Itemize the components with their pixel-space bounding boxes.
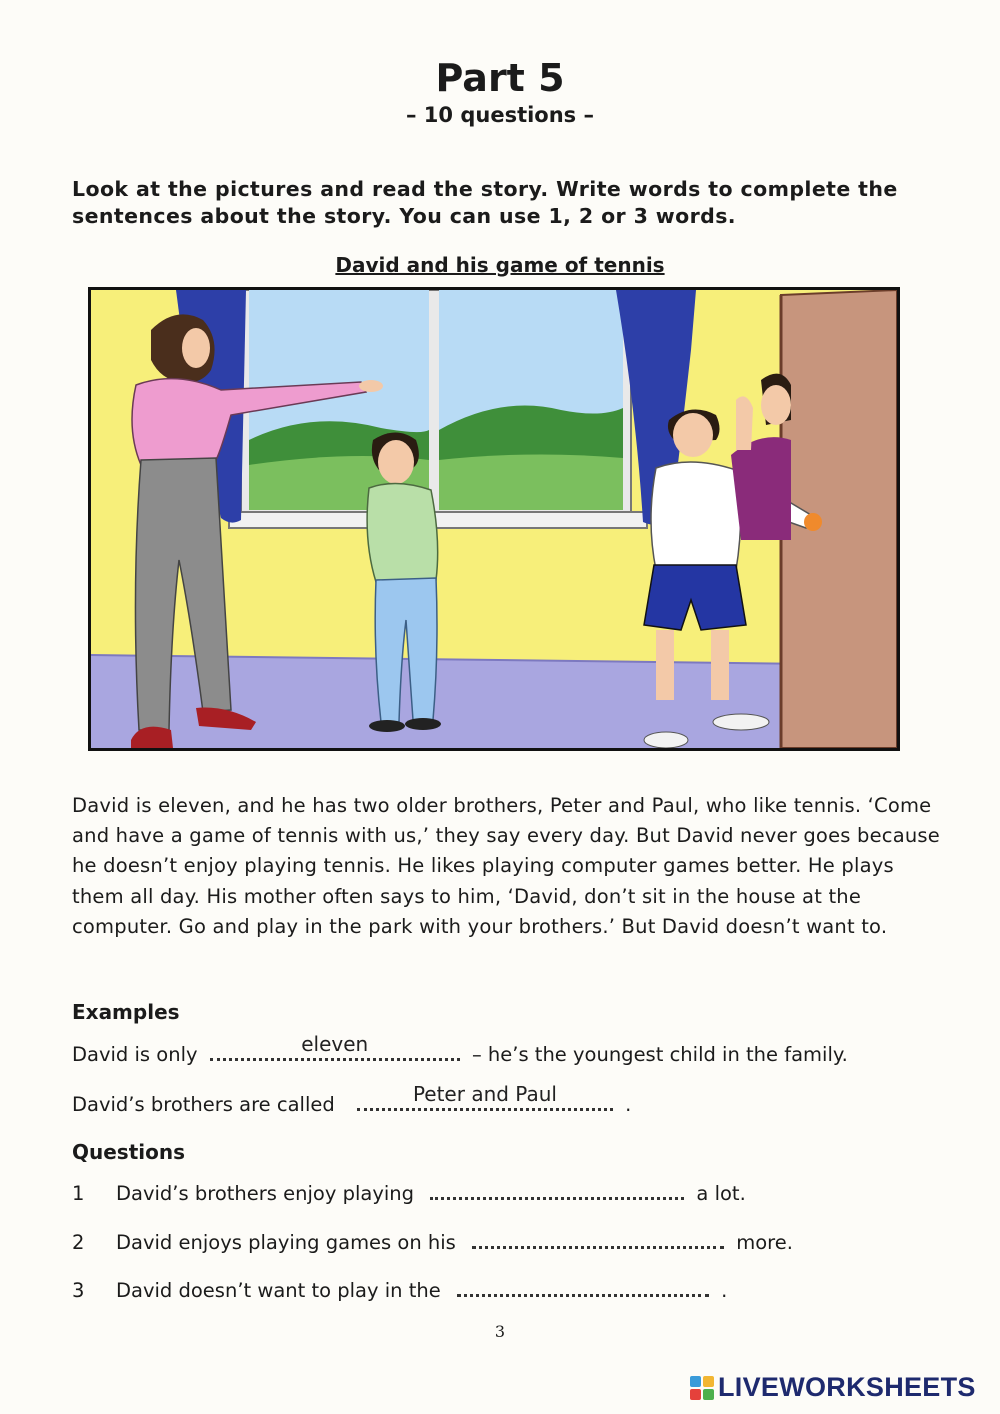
story-title: David and his game of tennis [335,253,665,277]
example-2-ending: . [625,1093,632,1116]
example-1-answer: eleven [301,1032,369,1056]
liveworksheets-logo-icon [690,1376,714,1400]
example-1-blank [210,1032,460,1061]
story-text: David is eleven, and he has two older brothers, Peter and Paul, who like tennis. ‘Come and have a game of tennis with us,’ they say every day. But David never goes because he doesn’t enjoy playing tennis. He likes playing computer games better. He plays them all day. His mother often says to him, ‘David, don’t sit in the house at the computer. Go and play in the park with your brothers.’ But David doesn’t want to. [72,794,940,938]
liveworksheets-logo-text: LIVEWORKSHEETS [718,1372,976,1402]
question-2-prompt: David enjoys playing games on his [116,1231,456,1254]
question-3-blank [457,1274,709,1297]
question-2-number: 2 [72,1231,85,1254]
illustration-scene [91,290,897,748]
example-2-blank [357,1082,613,1111]
example-1-ending: – he’s the youngest child in the family. [471,1043,848,1066]
question-line-1 [72,1177,746,1205]
instructions: Look at the pictures and read the story. Write words to complete the sentences about the story. You can use 1, 2 or 3 words. [72,177,898,228]
question-line-3 [72,1274,727,1302]
part-title: Part 5 [435,56,565,100]
example-2-answer: Peter and Paul [412,1082,557,1106]
page-number: 3 [494,1322,506,1341]
question-line-2 [72,1226,793,1254]
example-2-prompt: David’s brothers are called [72,1093,335,1116]
question-3-ending: . [721,1279,728,1302]
logo-square-yellow [703,1376,714,1387]
example-line-2 [72,1082,632,1116]
question-count: – 10 questions – [406,103,594,127]
question-1-number: 1 [72,1182,85,1205]
story-illustration [88,287,900,751]
question-1-prompt: David’s brothers enjoy playing [116,1182,415,1205]
examples-heading: Examples [72,1000,180,1024]
question-2-blank [472,1226,724,1249]
questions-heading: Questions [72,1140,186,1164]
example-1-prompt: David is only [72,1043,198,1066]
question-2-answer-input[interactable] [472,1222,724,1245]
window [229,290,647,528]
question-1-blank [430,1177,684,1200]
question-3-prompt: David doesn’t want to play in the [116,1279,441,1302]
logo-square-red [690,1389,701,1400]
logo-square-green [703,1389,714,1400]
example-line-1 [72,1032,848,1066]
liveworksheets-logo[interactable] [690,1372,976,1403]
question-3-answer-input[interactable] [457,1270,709,1293]
question-3-number: 3 [72,1279,85,1302]
question-2-ending: more. [736,1231,793,1254]
logo-square-blue [690,1376,701,1387]
question-1-ending: a lot. [696,1182,746,1205]
question-1-answer-input[interactable] [430,1173,684,1196]
